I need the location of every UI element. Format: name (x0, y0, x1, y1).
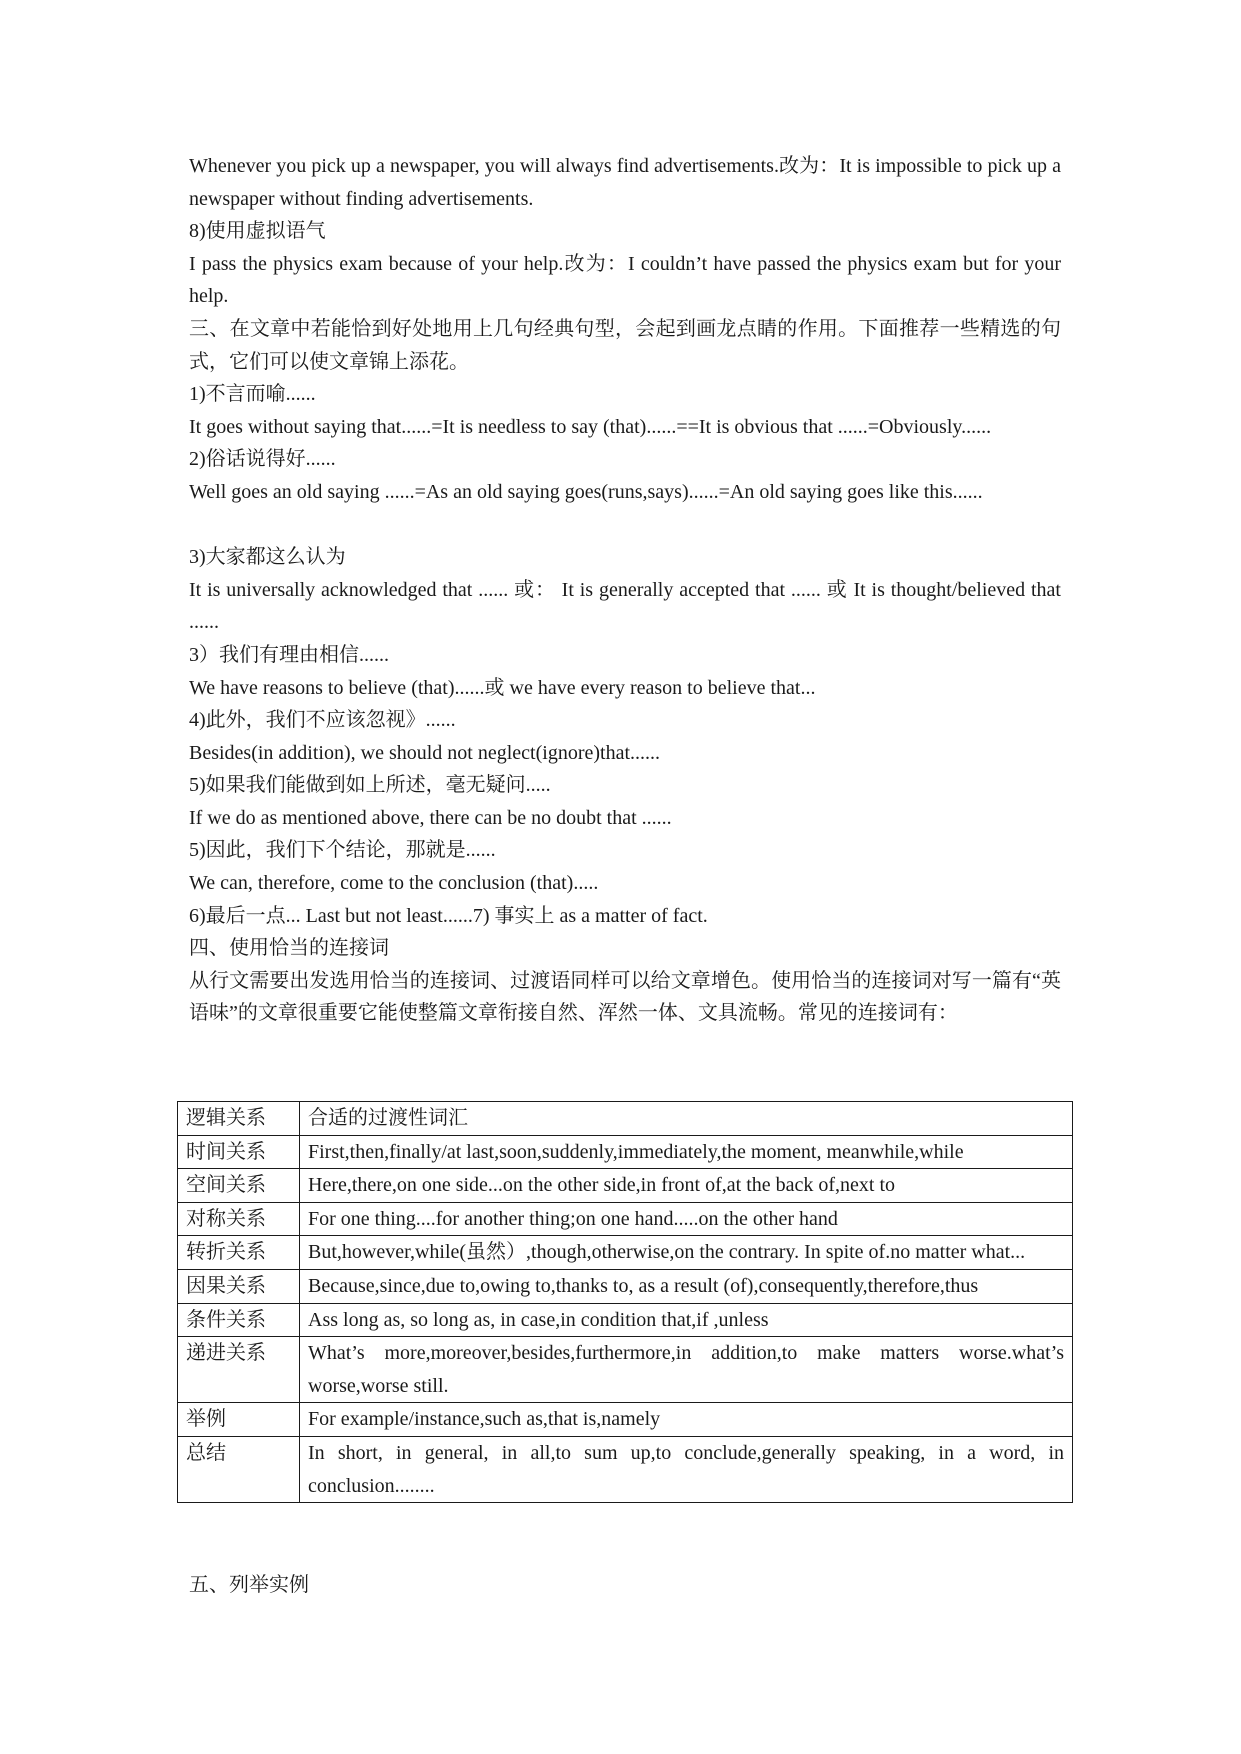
section-5-heading: 五、列举实例 (189, 1574, 309, 1596)
table-row (178, 1236, 1073, 1270)
words-cell: Here,there,on one side...on the other side,in front of,at the back of,next to (300, 1169, 1073, 1203)
blank-line (189, 509, 1061, 542)
paragraph-conclusion: We can, therefore, come to the conclusion (that)..... (189, 872, 599, 895)
heading-subjunctive: 8)使用虚拟语气 (189, 220, 326, 243)
section-4-intro: 从行文需要出发选用恰当的连接词、过渡语同样可以给文章增色。使用恰当的连接词对写一篇有“英语味”的文章很重要它能使整篇文章衔接自然、浑然一体、文具流畅。常见的连接词有： (189, 969, 1061, 1025)
transition-words-table (177, 1101, 1073, 1503)
paragraph-reason-to-believe: We have reasons to believe (that)......或 we have every reason to believe that... (189, 676, 816, 699)
paragraph-last-but-not-least: 6)最后一点... Last but not least......7) 事实上 as a matter of fact. (189, 904, 708, 927)
section-3-intro: 三、在文章中若能恰到好处地用上几句经典句型，会起到画龙点睛的作用。下面推荐一些精选的句式，它们可以使文章锦上添花。 (189, 317, 1061, 373)
heading-no-doubt: 5)如果我们能做到如上所述，毫无疑问..... (189, 774, 551, 797)
table-header-cell: 逻辑关系 (178, 1102, 300, 1136)
heading-conclusion: 5)因此，我们下个结论，那就是...... (189, 839, 496, 862)
table-row (178, 1303, 1073, 1337)
words-cell: Ass long as, so long as, in case,in condition that,if ,unless (300, 1303, 1073, 1337)
relation-cell: 时间关系 (178, 1135, 300, 1169)
paragraph-no-doubt: If we do as mentioned above, there can be no doubt that ...... (189, 806, 672, 829)
table-header-row (178, 1102, 1073, 1136)
words-cell: But,however,while(虽然）,though,otherwise,on the contrary. In spite of.no matter what... (300, 1236, 1073, 1270)
table-row (178, 1337, 1073, 1403)
table-row (178, 1135, 1073, 1169)
table-row (178, 1169, 1073, 1203)
table-header-cell: 合适的过渡性词汇 (300, 1102, 1073, 1136)
relation-cell: 递进关系 (178, 1337, 300, 1403)
paragraph-rewrite-example: Whenever you pick up a newspaper, you will always find advertisements.改为：It is impossible to pick up a newspaper without finding advertisements. (189, 155, 1061, 210)
heading-reason-to-believe: 3）我们有理由相信...... (189, 643, 389, 666)
relation-cell: 空间关系 (178, 1169, 300, 1203)
relation-cell: 对称关系 (178, 1202, 300, 1236)
relation-cell: 转折关系 (178, 1236, 300, 1270)
relation-cell: 因果关系 (178, 1269, 300, 1303)
words-cell: Because,since,due to,owing to,thanks to, as a result (of),consequently,therefore,thus (300, 1269, 1073, 1303)
paragraph-subjunctive-example: I pass the physics exam because of your help.改为：I couldn’t have passed the physics exam but for your help. (189, 252, 1061, 308)
heading-everyone-thinks: 3)大家都这么认为 (189, 546, 346, 569)
relation-cell: 举例 (178, 1403, 300, 1437)
paragraph-besides: Besides(in addition), we should not neglect(ignore)that...... (189, 741, 661, 764)
table-row (178, 1436, 1073, 1502)
words-cell: What’s more,moreover,besides,furthermore,in addition,to make matters worse.what’s worse,worse still. (300, 1337, 1073, 1403)
paragraph-old-saying: Well goes an old saying ......=As an old saying goes(runs,says)......=An old saying goes like this...... (189, 480, 983, 503)
table-row (178, 1403, 1073, 1437)
words-cell: For one thing....for another thing;on one hand.....on the other hand (300, 1202, 1073, 1236)
table-row (178, 1202, 1073, 1236)
words-cell: In short, in general, in all,to sum up,to conclude,generally speaking, in a word, in conclusion........ (300, 1436, 1073, 1502)
paragraph-needless-to-say: It goes without saying that......=It is needless to say (that)......==It is obvious that ......=Obviously...... (189, 415, 992, 438)
relation-cell: 总结 (178, 1436, 300, 1502)
heading-old-saying: 2)俗话说得好...... (189, 448, 336, 471)
table-row (178, 1269, 1073, 1303)
document-body (189, 150, 1061, 1030)
words-cell: For example/instance,such as,that is,namely (300, 1403, 1073, 1437)
heading-needless-to-say: 1)不言而喻...... (189, 383, 316, 406)
section-4-heading: 四、使用恰当的连接词 (189, 937, 389, 960)
relation-cell: 条件关系 (178, 1303, 300, 1337)
paragraph-everyone-thinks: It is universally acknowledged that ...... 或： It is generally accepted that ...... 或 It is thought/believed that ...... (189, 578, 1061, 634)
words-cell: First,then,finally/at last,soon,suddenly,immediately,the moment, meanwhile,while (300, 1135, 1073, 1169)
heading-besides: 4)此外，我们不应该忽视》...... (189, 709, 456, 732)
